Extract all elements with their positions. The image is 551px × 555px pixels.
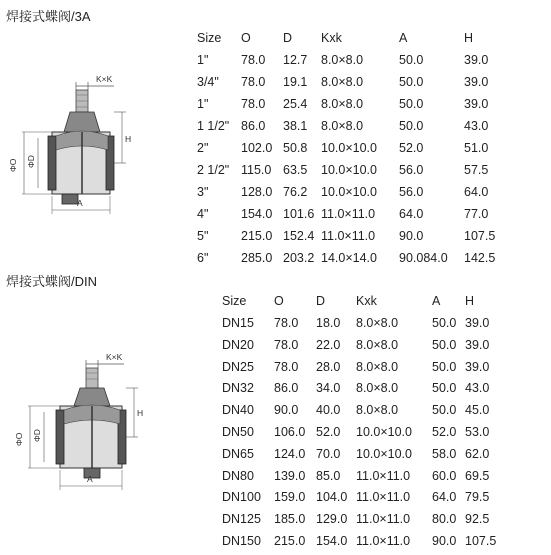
cell-h: 45.0 — [465, 403, 490, 418]
cell-d: 18.0 — [316, 316, 341, 330]
cell-h: 43.0 — [464, 119, 489, 133]
cell-kxk: 8.0×8.0 — [321, 97, 364, 111]
kxk-label: K×K — [96, 74, 113, 84]
header-d: D — [283, 31, 293, 45]
header-a: A — [399, 31, 408, 45]
cell-a: 50.0 — [432, 337, 457, 352]
cell-a: 64.0 — [399, 207, 424, 221]
cell-h: 39.0 — [464, 75, 489, 89]
cell-size: DN125 — [222, 512, 261, 527]
header-size: Size — [222, 294, 247, 308]
h-label: H — [125, 134, 132, 144]
cell-kxk: 11.0×11.0 — [356, 512, 411, 527]
cell-size: DN15 — [222, 316, 254, 330]
cell-d: 40.0 — [316, 403, 341, 418]
cell-h: 64.0 — [464, 185, 489, 199]
cell-d: 22.0 — [316, 337, 341, 352]
cell-o: 90.0 — [274, 403, 299, 418]
cell-o: 139.0 — [274, 468, 306, 483]
cell-kxk: 11.0×11.0 — [356, 534, 411, 548]
cell-kxk: 8.0×8.0 — [356, 403, 399, 418]
cell-h: 107.5 — [465, 534, 497, 548]
cell-size: 3/4" — [197, 75, 219, 89]
d-label: ΦD — [26, 155, 36, 168]
cell-d: 25.4 — [283, 97, 308, 111]
cell-h: 92.5 — [465, 512, 490, 527]
cell-h: 79.5 — [465, 490, 490, 505]
cell-d: 12.7 — [283, 53, 308, 67]
cell-kxk: 8.0×8.0 — [321, 53, 364, 67]
cell-size: 2 1/2" — [197, 163, 230, 177]
header-h: H — [465, 294, 475, 308]
cell-d: 50.8 — [283, 141, 308, 155]
cell-d: 101.6 — [283, 207, 315, 221]
cell-a: 52.0 — [432, 425, 457, 439]
header-a: A — [432, 294, 441, 308]
cell-a: 80.0 — [432, 512, 457, 527]
spec-table-din — [222, 294, 532, 552]
cell-a: 50.0 — [399, 119, 424, 133]
cell-size: DN50 — [222, 425, 254, 439]
cell-size: 1" — [197, 97, 209, 111]
valve-drawing-din — [14, 340, 154, 500]
header-o: O — [241, 31, 251, 45]
kxk-label: K×K — [106, 352, 123, 362]
cell-o: 185.0 — [274, 512, 306, 527]
cell-size: DN40 — [222, 403, 254, 418]
cell-o: 106.0 — [274, 425, 306, 439]
cell-h: 43.0 — [465, 381, 490, 396]
cell-d: 19.1 — [283, 75, 308, 89]
cell-size: DN20 — [222, 337, 254, 352]
cell-o: 78.0 — [241, 53, 266, 67]
cell-d: 85.0 — [316, 468, 341, 483]
cell-size: 1" — [197, 53, 209, 67]
cell-o: 128.0 — [241, 185, 273, 199]
cell-o: 154.0 — [241, 207, 273, 221]
cell-kxk: 11.0×11.0 — [356, 490, 411, 505]
od-label: ΦO — [14, 432, 24, 446]
cell-d: 38.1 — [283, 119, 308, 133]
cell-h: 57.5 — [464, 163, 489, 177]
cell-d: 70.0 — [316, 446, 341, 461]
cell-d: 34.0 — [316, 381, 341, 396]
cell-kxk: 10.0×10.0 — [321, 185, 377, 199]
cell-a: 56.0 — [399, 185, 424, 199]
header-kxk: Kxk — [356, 294, 377, 308]
cell-size: DN32 — [222, 381, 254, 396]
cell-h: 62.0 — [465, 446, 490, 461]
a-label: A — [87, 474, 93, 484]
cell-size: DN150 — [222, 534, 261, 548]
cell-o: 78.0 — [274, 316, 299, 330]
cell-o: 215.0 — [241, 229, 273, 243]
section-din-title: 焊接式蝶阀/DIN — [6, 274, 98, 289]
cell-h: 142.5 — [464, 251, 496, 265]
cell-d: 63.5 — [283, 163, 308, 177]
cell-d: 76.2 — [283, 185, 308, 199]
section-3a-title: 焊接式蝶阀/3A — [6, 9, 91, 24]
cell-kxk: 8.0×8.0 — [356, 381, 399, 396]
cell-o: 86.0 — [241, 119, 266, 133]
cell-a: 52.0 — [399, 141, 424, 155]
cell-h: 39.0 — [465, 359, 490, 374]
cell-kxk: 8.0×8.0 — [356, 359, 399, 374]
cell-h: 51.0 — [464, 141, 489, 155]
header-size: Size — [197, 31, 222, 45]
cell-d: 104.0 — [316, 490, 348, 505]
cell-a: 60.0 — [432, 468, 457, 483]
cell-o: 124.0 — [274, 446, 306, 461]
cell-a: 50.0 — [399, 53, 424, 67]
valve-drawing-3a — [4, 60, 154, 220]
cell-size: DN100 — [222, 490, 261, 505]
cell-a: 90.084.0 — [399, 251, 448, 265]
header-o: O — [274, 294, 284, 308]
cell-a: 50.0 — [399, 97, 424, 111]
cell-size: 4" — [197, 207, 209, 221]
cell-o: 285.0 — [241, 251, 273, 265]
cell-size: 1 1/2" — [197, 119, 230, 133]
cell-size: 6" — [197, 251, 209, 265]
cell-h: 39.0 — [464, 53, 489, 67]
h-label: H — [137, 408, 144, 418]
cell-h: 39.0 — [465, 337, 490, 352]
cell-h: 39.0 — [465, 316, 490, 330]
cell-o: 102.0 — [241, 141, 273, 155]
cell-kxk: 8.0×8.0 — [356, 337, 399, 352]
cell-o: 215.0 — [274, 534, 306, 548]
cell-o: 78.0 — [241, 97, 266, 111]
cell-o: 86.0 — [274, 381, 299, 396]
cell-kxk: 10.0×10.0 — [321, 163, 377, 177]
cell-d: 129.0 — [316, 512, 348, 527]
cell-h: 53.0 — [465, 425, 490, 439]
cell-a: 90.0 — [399, 229, 424, 243]
cell-kxk: 11.0×11.0 — [321, 229, 376, 243]
od-label: ΦO — [8, 158, 18, 172]
cell-o: 78.0 — [274, 359, 299, 374]
cell-size: DN65 — [222, 446, 254, 461]
cell-a: 50.0 — [432, 403, 457, 418]
cell-d: 52.0 — [316, 425, 341, 439]
cell-size: 5" — [197, 229, 209, 243]
spec-table-3a — [197, 31, 527, 265]
cell-kxk: 11.0×11.0 — [321, 207, 376, 221]
cell-a: 56.0 — [399, 163, 424, 177]
cell-d: 203.2 — [283, 251, 315, 265]
cell-a: 50.0 — [432, 381, 457, 396]
header-kxk: Kxk — [321, 31, 342, 45]
cell-size: 3" — [197, 185, 209, 199]
cell-a: 50.0 — [432, 316, 457, 330]
cell-kxk: 14.0×14.0 — [321, 251, 377, 265]
cell-d: 28.0 — [316, 359, 341, 374]
d-label: ΦD — [32, 429, 42, 442]
cell-d: 152.4 — [283, 229, 315, 243]
cell-a: 64.0 — [432, 490, 457, 505]
cell-a: 50.0 — [399, 75, 424, 89]
cell-o: 115.0 — [241, 163, 272, 177]
cell-kxk: 10.0×10.0 — [356, 425, 412, 439]
cell-kxk: 8.0×8.0 — [321, 119, 364, 133]
header-h: H — [464, 31, 474, 45]
cell-kxk: 10.0×10.0 — [321, 141, 377, 155]
cell-h: 39.0 — [464, 97, 489, 111]
cell-h: 77.0 — [464, 207, 489, 221]
cell-o: 159.0 — [274, 490, 306, 505]
cell-a: 50.0 — [432, 359, 457, 374]
cell-kxk: 10.0×10.0 — [356, 446, 412, 461]
cell-h: 69.5 — [465, 468, 490, 483]
cell-d: 154.0 — [316, 534, 348, 548]
header-d: D — [316, 294, 326, 308]
cell-size: DN80 — [222, 468, 254, 483]
cell-kxk: 8.0×8.0 — [321, 75, 364, 89]
cell-h: 107.5 — [464, 229, 496, 243]
cell-o: 78.0 — [274, 337, 299, 352]
a-label: A — [77, 198, 83, 208]
cell-size: DN25 — [222, 359, 254, 374]
cell-kxk: 8.0×8.0 — [356, 316, 399, 330]
cell-a: 58.0 — [432, 446, 457, 461]
cell-size: 2" — [197, 141, 209, 155]
cell-o: 78.0 — [241, 75, 266, 89]
cell-kxk: 11.0×11.0 — [356, 468, 411, 483]
cell-a: 90.0 — [432, 534, 457, 548]
